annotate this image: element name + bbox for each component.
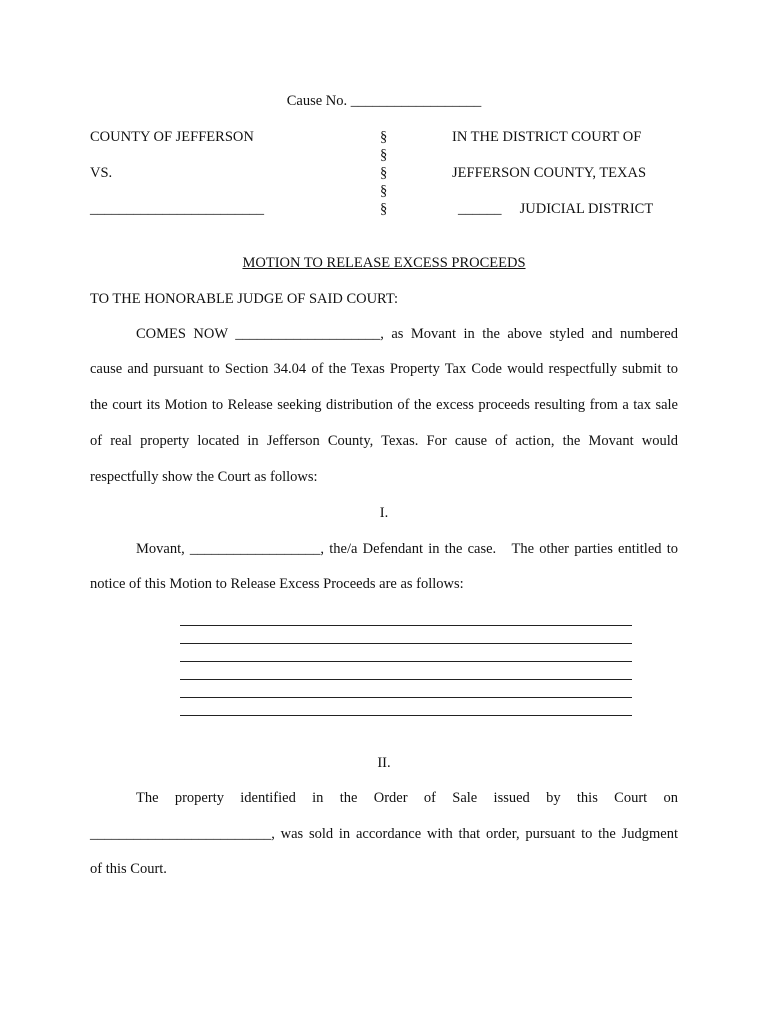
caption-left-vs: VS.	[90, 165, 113, 181]
para1-line: of real property located in Jefferson County, Texas. For cause of action, the Movant would	[90, 433, 678, 449]
section-mark: §	[380, 201, 388, 217]
para1-line: COMES NOW ____________________, as Movant in the above styled and numbered	[136, 326, 678, 342]
para1-line: respectfully show the Court as follows:	[90, 469, 318, 485]
para2-line: notice of this Motion to Release Excess Proceeds are as follows:	[90, 576, 464, 592]
section-heading-1: I.	[379, 505, 389, 521]
section-mark: §	[380, 165, 388, 181]
party-blank-line	[180, 715, 632, 716]
cause-number: Cause No. __________________	[286, 93, 482, 109]
caption-right-county: JEFFERSON COUNTY, TEXAS	[452, 165, 647, 181]
caption-left-blank: ________________________	[90, 201, 264, 217]
caption-right-court: IN THE DISTRICT COURT OF	[452, 129, 642, 145]
salutation: TO THE HONORABLE JUDGE OF SAID COURT:	[90, 291, 399, 307]
section-heading-2: II.	[377, 755, 391, 771]
section-mark: §	[380, 147, 388, 163]
caption-right-district: ______ JUDICIAL DISTRICT	[458, 201, 654, 217]
section-mark: §	[380, 129, 388, 145]
party-blank-line	[180, 661, 632, 662]
party-blank-line	[180, 625, 632, 626]
party-blank-line	[180, 643, 632, 644]
para2-line: Movant, __________________, the/a Defendant in the case. The other parties entitled to	[136, 541, 678, 557]
document-title: MOTION TO RELEASE EXCESS PROCEEDS	[242, 255, 526, 271]
party-blank-line	[180, 697, 632, 698]
para1-line: the court its Motion to Release seeking distribution of the excess proceeds resulting from a tax sale	[90, 397, 678, 413]
caption-left-county: COUNTY OF JEFFERSON	[90, 129, 254, 145]
para3-line: of this Court.	[90, 861, 167, 877]
para3-line: _________________________, was sold in accordance with that order, pursuant to the Judgment	[90, 826, 678, 842]
para1-line: cause and pursuant to Section 34.04 of the Texas Property Tax Code would respectfully submit to	[90, 361, 678, 377]
para3-line: The property identified in the Order of Sale issued by this Court on	[136, 790, 678, 806]
section-mark: §	[380, 183, 388, 199]
party-blank-line	[180, 679, 632, 680]
